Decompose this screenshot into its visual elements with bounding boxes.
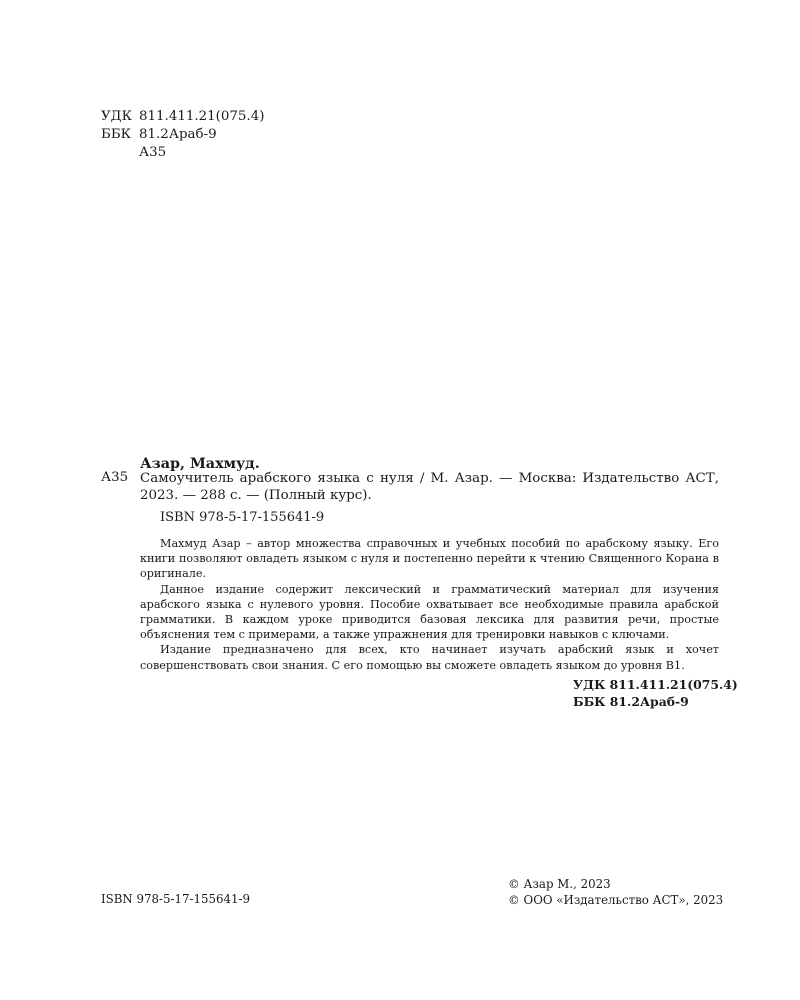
isbn-footer: ISBN 978-5-17-155641-9 bbox=[101, 892, 250, 906]
index-codes bbox=[573, 676, 738, 710]
author-mark: А35 bbox=[139, 145, 167, 160]
udk-label: УДК bbox=[101, 109, 132, 124]
annotation-paragraph: Данное издание содержит лексический и грамматический материал для изучения арабского языка с нулевого уровня. Пособие охватывает все необходимые правила арабской грамматики. В каждом уроке приводится базовая лексика для развития речи, простые объяснения тем с примерами, а также упражнения для тренировки навыков с ключами. bbox=[140, 582, 719, 642]
index-bbk: ББК 81.2Араб-9 bbox=[573, 694, 689, 709]
annotation-paragraph: Махмуд Азар – автор множества справочных и учебных пособий по арабскому языку. Его книги позволяют овладеть языком с нуля и постепенно перейти к чтению Священного Корана в оригинале. bbox=[140, 537, 719, 581]
author-mark-row bbox=[101, 144, 264, 162]
udk-row bbox=[101, 108, 264, 126]
index-udk: УДК 811.411.21(075.4) bbox=[573, 677, 738, 692]
annotation-paragraph: Издание предназначено для всех, кто начинает изучать арабский язык и хочет совершенствовать свои знания. С его помощью вы сможете овладеть языком до уровня В1. bbox=[140, 643, 719, 672]
classification-block bbox=[101, 108, 264, 162]
copyright-publisher: © ООО «Издательство АСТ», 2023 bbox=[508, 892, 724, 907]
bibliographic-text: Самоучитель арабского языка с нуля / М. Азар. — Москва: Издательство АСТ, 2023. — 288 с. — (Полный курс). bbox=[140, 471, 719, 503]
copyright-block bbox=[508, 877, 723, 908]
bbk-row bbox=[101, 126, 264, 144]
author-mark-left: А35 bbox=[101, 470, 129, 485]
author-heading: Азар, Махмуд. bbox=[140, 456, 260, 472]
isbn-main: ISBN 978-5-17-155641-9 bbox=[160, 510, 325, 525]
copyright-author: © Азар М., 2023 bbox=[508, 877, 611, 891]
bbk-label: ББК bbox=[101, 127, 132, 142]
annotation bbox=[140, 536, 719, 673]
bibliographic-description bbox=[140, 470, 719, 504]
udk-value: 811.411.21(075.4) bbox=[139, 109, 265, 124]
bbk-value: 81.2Араб-9 bbox=[139, 127, 217, 142]
